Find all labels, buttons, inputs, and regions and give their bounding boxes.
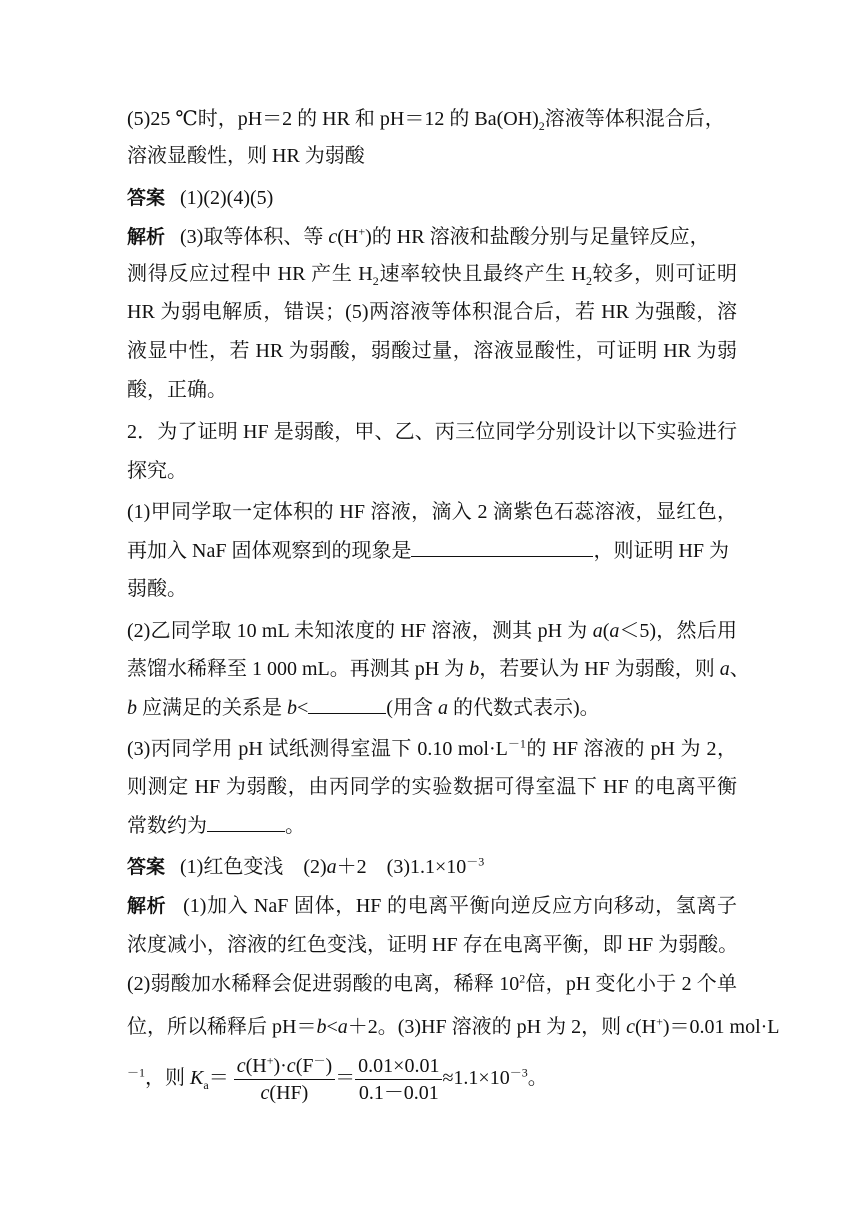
- explanation-2-line3: (2)弱酸加水稀释会促进弱酸的电离，稀释 $10^2$倍，pH 变化小于 2 个单: [127, 971, 737, 995]
- answer-blank-2[interactable]: [308, 693, 386, 714]
- explanation-1-line3: HR 为弱电解质，错误；(5)两溶液等体积混合后，若 HR 为强酸，溶: [127, 301, 737, 323]
- q1-option-5-line2: 溶液显酸性，则 HR 为弱酸: [127, 145, 365, 167]
- question-2-part1-line1: (1)甲同学取一定体积的 HF 溶液，滴入 2 滴紫色石蕊溶液，显红色，: [127, 501, 737, 523]
- question-2-part1-line2: 再加入 NaF 固体观察到的现象是 ，则证明 HF 为: [127, 536, 737, 566]
- fraction-numerator: 0.01×0.01: [355, 1053, 442, 1080]
- answer-blank-3[interactable]: [207, 811, 285, 832]
- question-2-part3-line1: (3)丙同学用 pH 试纸测得室温下 0.10 $mol\cdot L^{-1}$的 HF 溶液的 pH 为 2，: [127, 736, 737, 760]
- explanation-2-line4: 位，所以稀释后 pH＝b<a＋2。(3)HF 溶液的 pH 为 2，则 c(H+)＝0.01 mol·L: [127, 1014, 780, 1038]
- explanation-1-line5: 酸，正确。: [127, 379, 227, 401]
- question-2-part3-line2: 则测定 HF 为弱酸，由丙同学的实验数据可得室温下 HF 的电离平衡: [127, 776, 737, 798]
- explanation-label: 解析: [127, 226, 166, 248]
- question-2-part2-line2: 蒸馏水稀释至 1 000 mL。再测其 pH 为 b，若要认为 HF 为弱酸，则 a、: [127, 658, 750, 680]
- explanation-2-formula: $^{-1}$，则 $K_a=$ $\frac{c(H^+)\cdot c(F^-)}{c(HF)}$ ＝ $\frac{0.01\times 0.01}{0.1-0.01}$ $\approx 1.1\times 10^{-3}$。: [127, 1053, 548, 1104]
- answer-2: 答案 (1)红色变浅 (2)a＋2 $(3)1.1\times 10^{-3}$: [127, 854, 485, 878]
- answer-label: 答案: [127, 187, 166, 209]
- question-2-stem-line2: 探究。: [127, 460, 187, 482]
- question-2-part2-line3: b 应满足的关系是 b< (用含 a 的代数式表示)。: [127, 693, 737, 723]
- explanation-label: 解析: [127, 895, 167, 917]
- answer-1: 答案 (1)(2)(4)(5): [127, 187, 274, 209]
- fraction-numerator: c(H+)·c(F－): [234, 1053, 335, 1080]
- explanation-2-line2: 浓度减小，溶液的红色变浅，证明 HF 存在电离平衡，即 HF 为弱酸。: [127, 934, 739, 956]
- ka-expression-fraction: [234, 1053, 335, 1106]
- explanation-1-line4: 液显中性，若 HR 为弱酸，弱酸过量，溶液显酸性，可证明 HR 为弱: [127, 340, 737, 362]
- explanation-1-line1: 解析 (3)取等体积、等 c(H+)的 HR 溶液和盐酸分别与足量锌反应，: [127, 224, 710, 248]
- fraction-denominator: c(HF): [260, 1081, 309, 1104]
- fraction-denominator: 0.1－0.01: [358, 1081, 439, 1104]
- explanation-1-line2: 测得反应过程中 HR 产生 $H_2$速率较快且最终产生 $H_2$较多，则可证明: [127, 263, 738, 288]
- explanation-2-line1: 解析 (1)加入 NaF 固体，HF 的电离平衡向逆反应方向移动，氢离子: [127, 895, 737, 917]
- question-2-stem-line1: 2．为了证明 HF 是弱酸，甲、乙、丙三位同学分别设计以下实验进行: [127, 421, 737, 443]
- ka-numeric-fraction: [355, 1053, 442, 1106]
- question-2-part2-line1: (2)乙同学取 10 mL 未知浓度的 HF 溶液，测其 pH 为 a(a＜5)，然后用: [127, 620, 737, 642]
- question-2-part1-line3: 弱酸。: [127, 578, 187, 600]
- answer-label: 答案: [127, 856, 166, 878]
- answer-blank-1[interactable]: [411, 536, 593, 557]
- q1-option-5-line1: (5)25 ℃时，pH＝2 的 HR 和 pH＝12 的 $Ba(OH)_2$溶液等体积混合后，: [127, 108, 725, 133]
- question-2-part3-line3: 常数约为 。: [127, 811, 737, 841]
